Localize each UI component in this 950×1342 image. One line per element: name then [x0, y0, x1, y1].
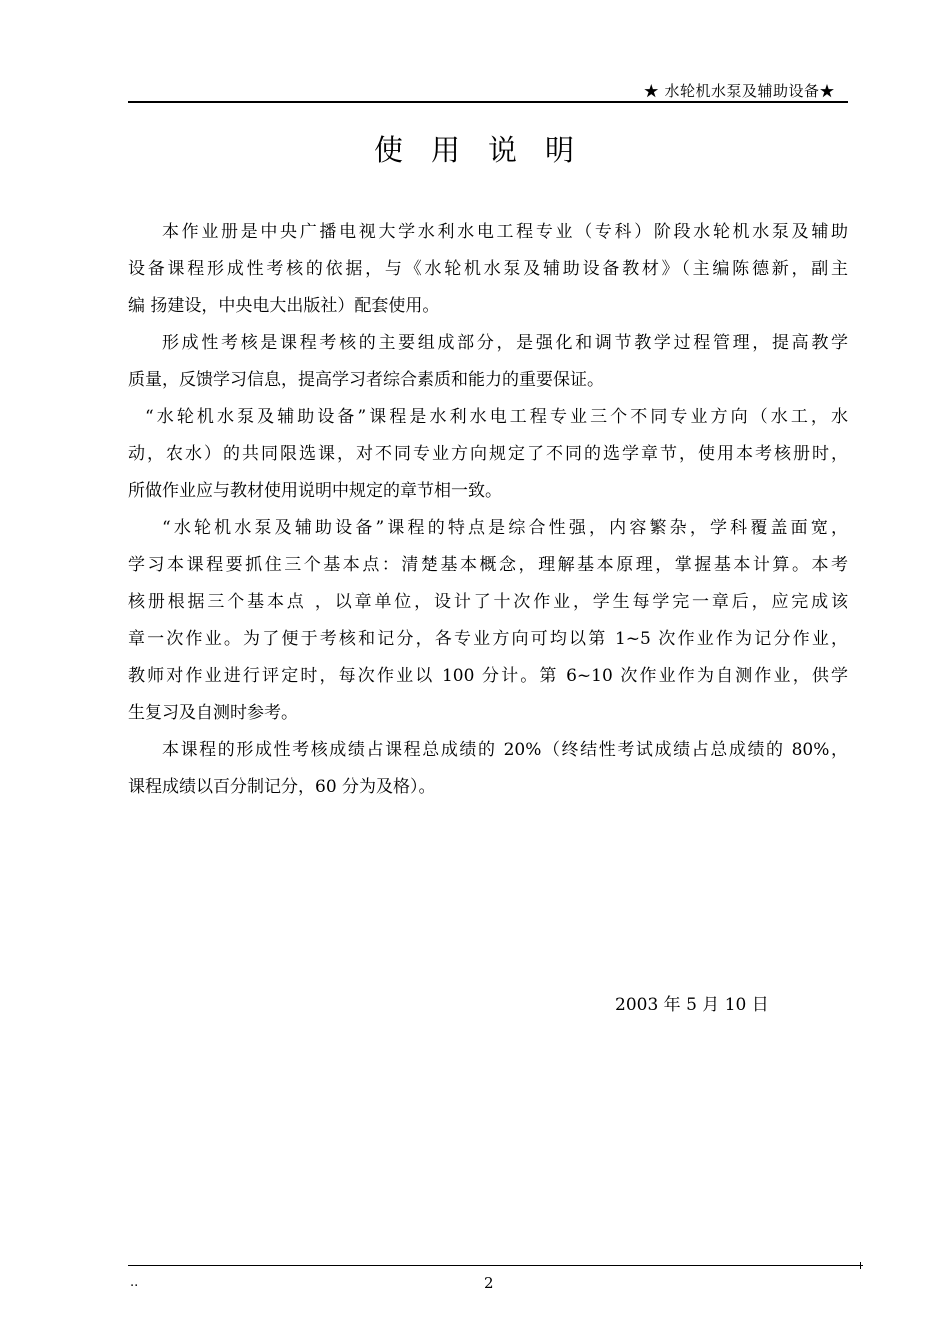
- paragraph-line: 教师对作业进行评定时，每次作业以 100 分计。第 6~10 次作业作为自测作业，供学: [128, 666, 848, 686]
- paragraph-line: 核册根据三个基本点 ，以章单位，设计了十次作业，学生每学完一章后，应完成该: [128, 592, 848, 612]
- footer-rule-tick: [860, 1262, 861, 1269]
- paragraph-line: 课程成绩以百分制记分，60 分为及格）。: [128, 777, 436, 797]
- page-number: 2: [484, 1274, 494, 1292]
- paragraph-line: 设备课程形成性考核的依据，与《水轮机水泵及辅助设备教材》（主编陈德新，副主: [128, 259, 848, 279]
- paragraph-line: “水轮机水泵及辅助设备”课程是水利水电工程专业三个不同专业方向（水工，水: [145, 407, 848, 427]
- paragraph-line: 生复习及自测时参考。: [128, 703, 298, 723]
- document-date: 2003 年 5 月 10 日: [615, 995, 769, 1015]
- paragraph-line: “水轮机水泵及辅助设备”课程的特点是综合性强，内容繁杂，学科覆盖面宽，: [162, 518, 848, 538]
- paragraph-line: 形成性考核是课程考核的主要组成部分，是强化和调节教学过程管理，提高教学: [162, 333, 848, 353]
- footer-dots: ..: [130, 1275, 139, 1290]
- paragraph-1: [128, 214, 848, 325]
- paragraph-line: 所做作业应与教材使用说明中规定的章节相一致。: [128, 481, 502, 501]
- body-text: [128, 214, 848, 806]
- page-title: 使用说明: [373, 133, 602, 167]
- paragraph-line: 章一次作业。为了便于考核和记分，各专业方向可均以第 1~5 次作业作为记分作业，: [128, 629, 848, 649]
- paragraph-4: [128, 510, 848, 732]
- paragraph-line: 动，农水）的共同限选课，对不同专业方向规定了不同的选学章节，使用本考核册时，: [128, 444, 848, 464]
- paragraph-line: 编 扬建设，中央电大出版社）配套使用。: [128, 296, 440, 316]
- paragraph-line: 学习本课程要抓住三个基本点：清楚基本概念，理解基本原理，掌握基本计算。本考: [128, 555, 848, 575]
- footer-rule: [128, 1265, 863, 1266]
- paragraph-line: 本作业册是中央广播电视大学水利水电工程专业（专科）阶段水轮机水泵及辅助: [162, 222, 848, 242]
- paragraph-5: [128, 732, 848, 806]
- paragraph-line: 本课程的形成性考核成绩占课程总成绩的 20%（终结性考试成绩占总成绩的 80%，: [162, 740, 848, 760]
- running-header: ★ 水轮机水泵及辅助设备★: [643, 82, 835, 100]
- paragraph-line: 质量，反馈学习信息，提高学习者综合素质和能力的重要保证。: [128, 370, 604, 390]
- paragraph-3: [128, 399, 848, 510]
- paragraph-2: [128, 325, 848, 399]
- header-rule: [128, 101, 848, 103]
